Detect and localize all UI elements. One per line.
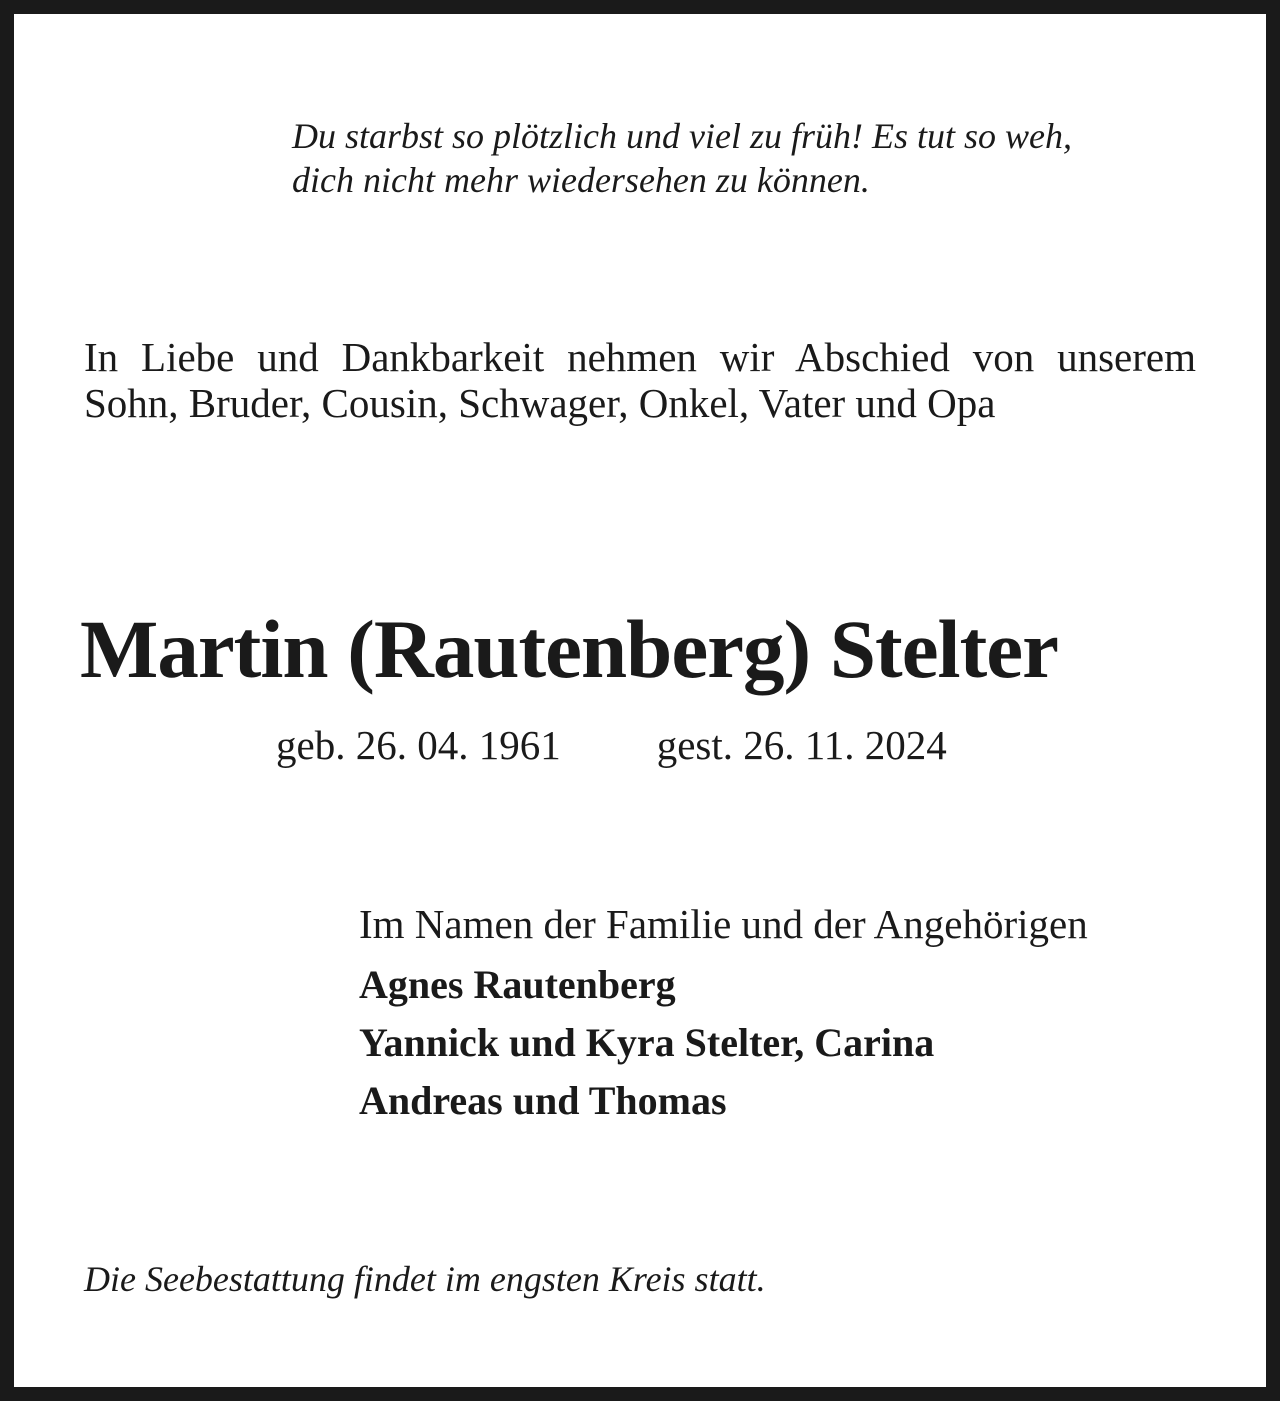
family-name-line: Andreas und Thomas [359,1078,727,1123]
family-intro-line: Im Namen der Familie und der Angehörigen [359,901,1088,947]
family-name-line: Agnes Rautenberg [359,962,676,1007]
motto-line-2: dich nicht mehr wiedersehen zu können. [292,160,870,200]
family-signature [359,899,1209,1130]
family-name-line: Yannick und Kyra Stelter, Carina [359,1020,935,1065]
death-date: gest. 26. 11. 2024 [656,722,947,768]
motto-quote [292,114,1212,202]
birth-date: geb. 26. 04. 1961 [276,722,561,768]
life-dates [276,720,947,770]
deceased-name: Martin (Rautenberg) Stelter [80,603,1058,695]
farewell-text: In Liebe und Dankbarkeit nehmen wir Abschied von unserem Sohn, Bruder, Cousin, Schwager, Onkel, Vater und Opa [84,334,1196,426]
family-names [359,956,1209,1130]
motto-line-1: Du starbst so plötzlich und viel zu früh! Es tut so weh, [292,116,1073,156]
burial-note: Die Seebestattung findet im engsten Kreis statt. [84,1259,766,1299]
